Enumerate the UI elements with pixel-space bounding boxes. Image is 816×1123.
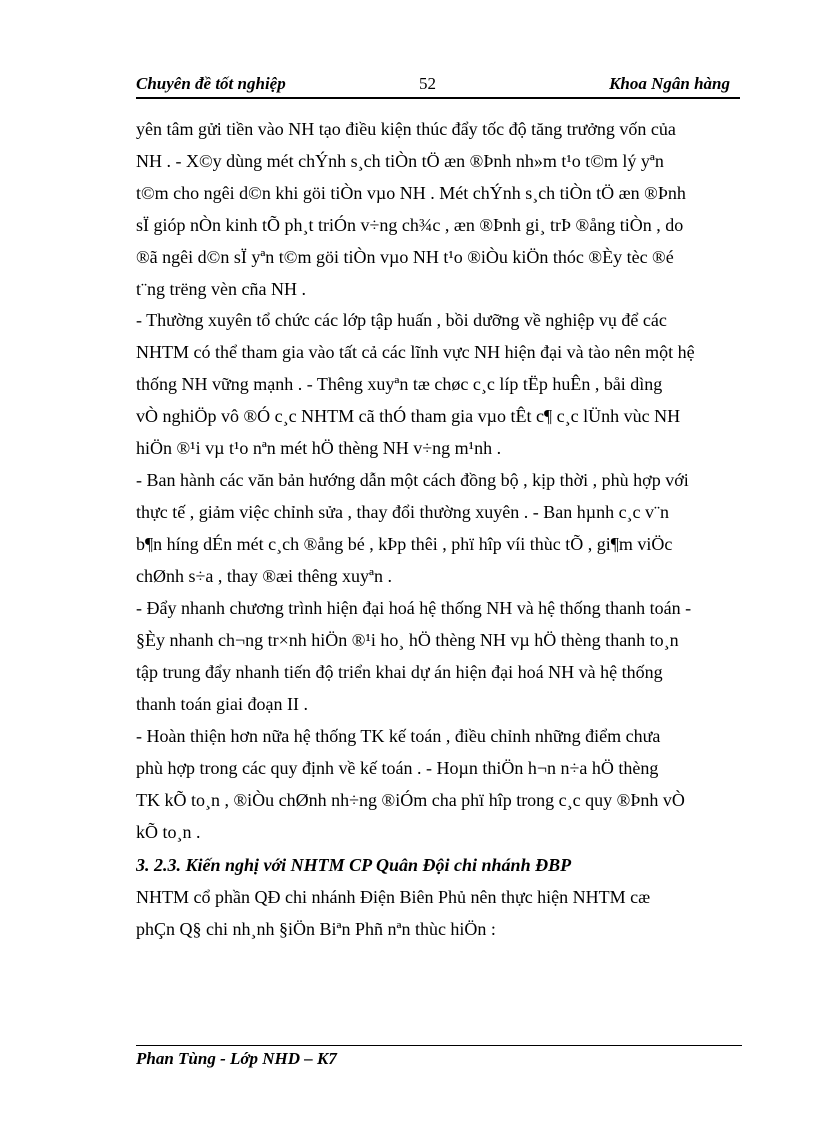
body-line: chØnh s÷a , thay ®æi thêng xuyªn . [136, 566, 392, 586]
page-number: 52 [419, 74, 436, 93]
header-department: Khoa Ngân hàng [609, 74, 730, 93]
body-line: kÕ to¸n . [136, 822, 201, 842]
body-line: NHTM có thể tham gia vào tất cả các lĩnh vực NH hiện đại và tào nên một hệ [136, 342, 695, 362]
body-line: phù hợp trong các quy định về kế toán . - Hoµn thiÖn h¬n n÷a hÖ thèng [136, 758, 659, 778]
body-line: - Đẩy nhanh chương trình hiện đại hoá hệ thống NH và hệ thống thanh toán - [136, 598, 692, 618]
body-line: hiÖn ®¹i vµ t¹o nªn mét hÖ thèng NH v÷ng m¹nh . [136, 438, 502, 458]
body-line: tập trung đẩy nhanh tiến độ triển khai dự án hiện đại hoá NH và hệ thống [136, 662, 663, 682]
body-line: thực tế , giảm việc chỉnh sửa , thay đổi thường xuyên . - Ban hµnh c¸c v¨n [136, 502, 670, 522]
body-line: sÏ gióp nÒn kinh tÕ ph¸t triÓn v÷ng ch¾c , æn ®Þnh gi¸ trÞ ®ång tiÒn , do [136, 215, 684, 235]
body-line: thanh toán giai đoạn II . [136, 694, 308, 714]
body-line: vÒ nghiÖp vô ®Ó c¸c NHTM cã thÓ tham gia vµo tÊt c¶ c¸c lÜnh vùc NH [136, 406, 681, 426]
header-rule [136, 97, 740, 99]
body-line: b¶n híng dÉn mét c¸ch ®ång bé , kÞp thêi , phï hîp víi thùc tÕ , gi¶m viÖc [136, 534, 673, 554]
body-line: NHTM cổ phần QĐ chi nhánh Điện Biên Phủ nên thực hiện NHTM cæ [136, 887, 651, 907]
page-footer: Phan Tùng - Lớp NHD – K7 [136, 1049, 337, 1068]
body-line: NH . - X©y dùng mét chÝnh s¸ch tiÒn tÖ æn ®Þnh nh»m t¹o t©m lý yªn [136, 151, 664, 171]
body-line: - Ban hành các văn bản hướng dẫn một cách đồng bộ , kịp thời , phù hợp với [136, 470, 689, 490]
footer-rule [136, 1045, 742, 1046]
body-line: - Hoàn thiện hơn nữa hệ thống TK kế toán , điều chỉnh những điểm chưa [136, 726, 661, 746]
body-line: ®ã ngêi d©n sÏ yªn t©m göi tiÒn vµo NH t¹o ®iÒu kiÖn thóc ®Èy tèc ®é [136, 247, 674, 267]
body-line: phÇn Q§ chi nh¸nh §iÖn Biªn Phñ nªn thùc hiÖn : [136, 919, 496, 939]
body-line: TK kÕ to¸n , ®iÒu chØnh nh÷ng ®iÓm cha phï hîp trong c¸c quy ®Þnh vÒ [136, 790, 685, 810]
section-heading: 3. 2.3. Kiến nghị với NHTM CP Quân Đội chi nhánh ĐBP [136, 855, 572, 875]
body-line: yên tâm gửi tiền vào NH tạo điều kiện thúc đẩy tốc độ tăng trưởng vốn của [136, 119, 676, 139]
page-header [136, 74, 740, 98]
body-line: t¨ng trëng vèn cña NH . [136, 279, 306, 299]
header-document-type: Chuyên đề tốt nghiệp [136, 74, 286, 93]
body-line: thống NH vững mạnh . - Thêng xuyªn tæ chøc c¸c líp tËp huÊn , båi dìng [136, 374, 663, 394]
body-line: - Thường xuyên tổ chức các lớp tập huấn , bồi dưỡng về nghiệp vụ để các [136, 310, 667, 330]
body-line: t©m cho ngêi d©n khi göi tiÒn vµo NH . Mét chÝnh s¸ch tiÒn tÖ æn ®Þnh [136, 183, 686, 203]
body-line: §Èy nhanh ch¬ng tr×nh hiÖn ®¹i ho¸ hÖ thèng NH vµ hÖ thèng thanh to¸n [136, 630, 679, 650]
